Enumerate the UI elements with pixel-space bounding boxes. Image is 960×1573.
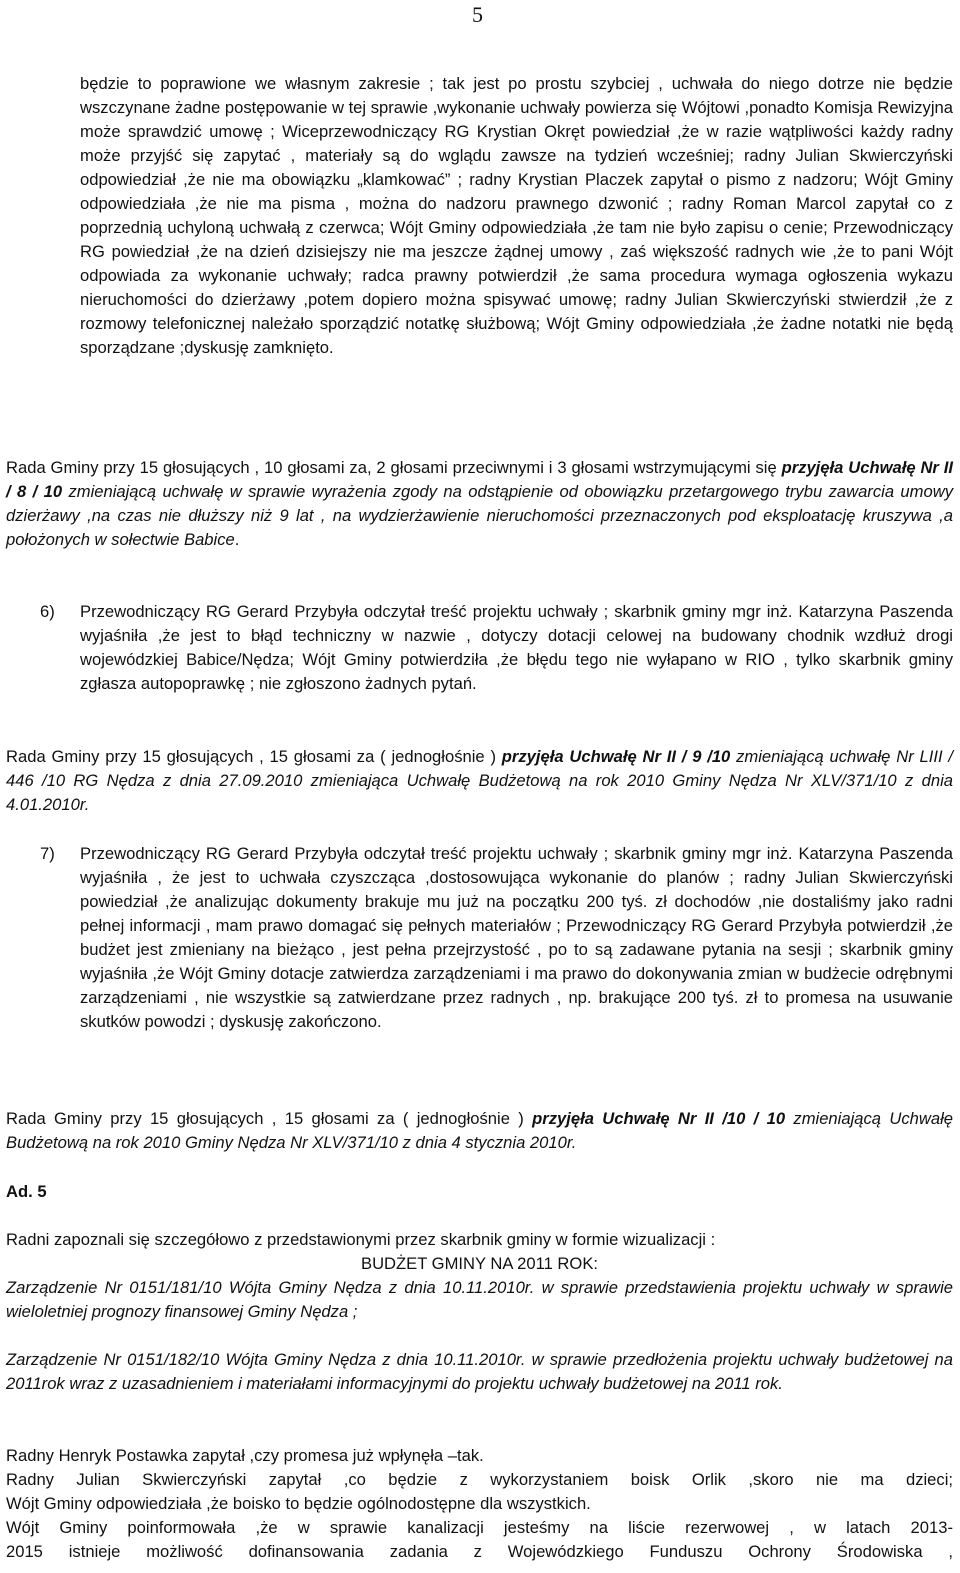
discussion-paragraph: będzie to poprawione we własnym zakresie ; tak jest po prostu szybciej , uchwała do niego dotrze nie będzie wszczynane żadne postępowanie w tej sprawie ,wykonanie uchwały powierza się Wójtowi ,ponadto Komisja Rewizyjna może sprawdzić umowę ; Wiceprzewodniczący RG Krystian Okręt powiedział ,że w razie wątpliwości każdy radny może przyjść się zapytać , materiały są do wglądu zawsze na tydzień wcześniej; radny Julian Skwierczyński odpowiedział ,że nie ma obowiązku „klamkować” ; radny Krystian Placzek zapytał o pismo z nadzoru; Wójt Gminy odpowiedziała ,że nie ma pisma , można do nadzoru prawnego dzwonić ; radny Roman Marcol zapytał co z poprzednią uchyloną uchwałą z czerwca; Wójt Gminy odpowiedziała ,że tam nie było zapisu o cenie; Przewodniczący RG powiedział ,że na dzień dzisiejszy nie ma jeszcze żądnej umowy , zaś większość radnych wie ,że to pani Wójt odpowiada za wykonanie uchwały; radca prawny potwierdził ,że sama procedura wymaga ogłoszenia wykazu nieruchomości do dzierżawy ,potem dopiero można spisywać umowę; radny Julian Skwierczyński stwierdził ,że z rozmowy telefonicznej należało sporządzić notatkę służbową; Wójt Gminy odpowiedziała ,że żadne notatki nie będą sporządzane ;dyskusję zamknięto. [80,74,953,357]
budget-heading: BUDŻET GMINY NA 2011 ROK: [361,1254,598,1273]
vote-intro: Rada Gminy przy 15 głosujących , 15 głosami za ( jednogłośnie ) [6,1109,533,1128]
resolution-title: przyjęła Uchwałę Nr II /10 / 10 [532,1109,786,1128]
resolution-vote-9 [6,745,953,817]
resolution-subject: zmieniającą uchwałę w sprawie wyrażenia zgody na odstąpienie od obowiązku przetargowego trybu zawarcia umowy dzierżawy ,na czas nie dłuższy niż 9 lat , na wydzierżawienie nieruchomości przeznaczonych pod eksploatację kruszywa ,a położonych w sołectwie Babice [6,482,953,549]
page-number: 5 [472,2,483,27]
info-line: 2015 istnieje możliwość dofinansowania zadania z Wojewódzkiego Funduszu Ochrony Środowiska , [6,1542,953,1561]
info-line: Wójt Gminy poinformowała ,że w sprawie kanalizacji jesteśmy na liście rezerwowej , w latach 2013- [6,1518,953,1537]
question-line: Radny Julian Skwierczyński zapytał ,co będzie z wykorzystaniem boisk Orlik ,skoro nie ma dzieci; [6,1470,953,1489]
resolution-subject: zmieniającą uchwałę Nr LIII / 446 /10 RG Nędza z dnia 27.09.2010 zmieniająca Uchwałę Budżetową na rok 2010 Gminy Nędza Nr XLV/371/10 z dnia 4.01.2010r. [6,747,953,814]
resolution-vote-10 [6,1107,953,1155]
vote-intro: Rada Gminy przy 15 głosujących , 10 głosami za, 2 głosami przeciwnymi i 3 głosami wstrzymującymi się [6,458,782,477]
agenda-item-heading: Ad. 5 [6,1182,47,1201]
resolution-subject: zmieniającą Uchwałę Budżetową na rok 2010 Gminy Nędza Nr XLV/371/10 z dnia 4 stycznia 2010r. [6,1109,953,1152]
question-line: Radny Henryk Postawka zapytał ,czy promesa już wpłynęła –tak. [6,1446,484,1465]
item-6-text: Przewodniczący RG Gerard Przybyła odczytał treść projektu uchwały ; skarbnik gminy mgr inż. Katarzyna Paszenda wyjaśniła ,że jest to błąd techniczny w nazwie , dotyczy dotacji celowej na budowany chodnik wzdłuż drogi wojewódzkiej Babice/Nędza; Wójt Gminy potwierdziła ,że błędu tego nie wyłapano w RIO , tylko skarbnik gminy zgłasza autopoprawkę ; nie zgłoszono żadnych pytań. [80,602,953,693]
answer-line: Wójt Gminy odpowiedziała ,że boisko to będzie ogólnodostępne dla wszystkich. [6,1494,591,1513]
resolution-title: przyjęła Uchwałę Nr II / 8 / 10 [6,458,953,501]
order-181: Zarządzenie Nr 0151/181/10 Wójta Gminy Nędza z dnia 10.11.2010r. w sprawie przedstawienia projektu uchwały w sprawie wieloletniej prognozy finansowej Gminy Nędza ; [6,1278,953,1321]
vote-end: . [234,530,240,549]
resolution-title: przyjęła Uchwałę Nr II / 9 /10 [501,747,731,766]
vote-intro: Rada Gminy przy 15 głosujących , 15 głosami za ( jednogłośnie ) [6,747,502,766]
item-7-number: 7) [40,844,55,863]
item-7-text: Przewodniczący RG Gerard Przybyła odczytał treść projektu uchwały ; skarbnik gminy mgr inż. Katarzyna Paszenda wyjaśniła , że jest to uchwała czyszcząca ,dostosowująca wykonanie do planów ; radny Julian Skwierczyński powiedział ,że analizując dokumenty brakuje mu już na początku 200 tyś. zł dochodów ,nie dostaliśmy jako radni pełnej informacji , mam prawo domagać się pełnych materiałów ; Przewodniczący RG Gerard Przybyła potwierdził ,że budżet jest zmieniany na bieżąco , jest pełna przejrzystość , po to są zadawane pytania na sesji ; skarbnik gminy wyjaśniła ,że Wójt Gminy dotacje zatwierdza zarządzeniami i ma prawo do dokonywania zmian w budżecie odrębnymi zarządzeniami , nie wszystkie są zatwierdzane przez radnych , np. brakujące 200 tyś. zł to promesa na usuwanie skutków powodzi ; dyskusję zakończono. [80,844,953,1031]
item-6-number: 6) [40,602,55,621]
intro-paragraph: Radni zapoznali się szczegółowo z przedstawionymi przez skarbnik gminy w formie wizualizacji : [6,1230,716,1249]
resolution-vote-8 [6,456,953,552]
order-182: Zarządzenie Nr 0151/182/10 Wójta Gminy Nędza z dnia 10.11.2010r. w sprawie przedłożenia projektu uchwały budżetowej na 2011rok wraz z uzasadnieniem i materiałami informacyjnymi do projektu uchwały budżetowej na 2011 rok. [6,1350,953,1393]
